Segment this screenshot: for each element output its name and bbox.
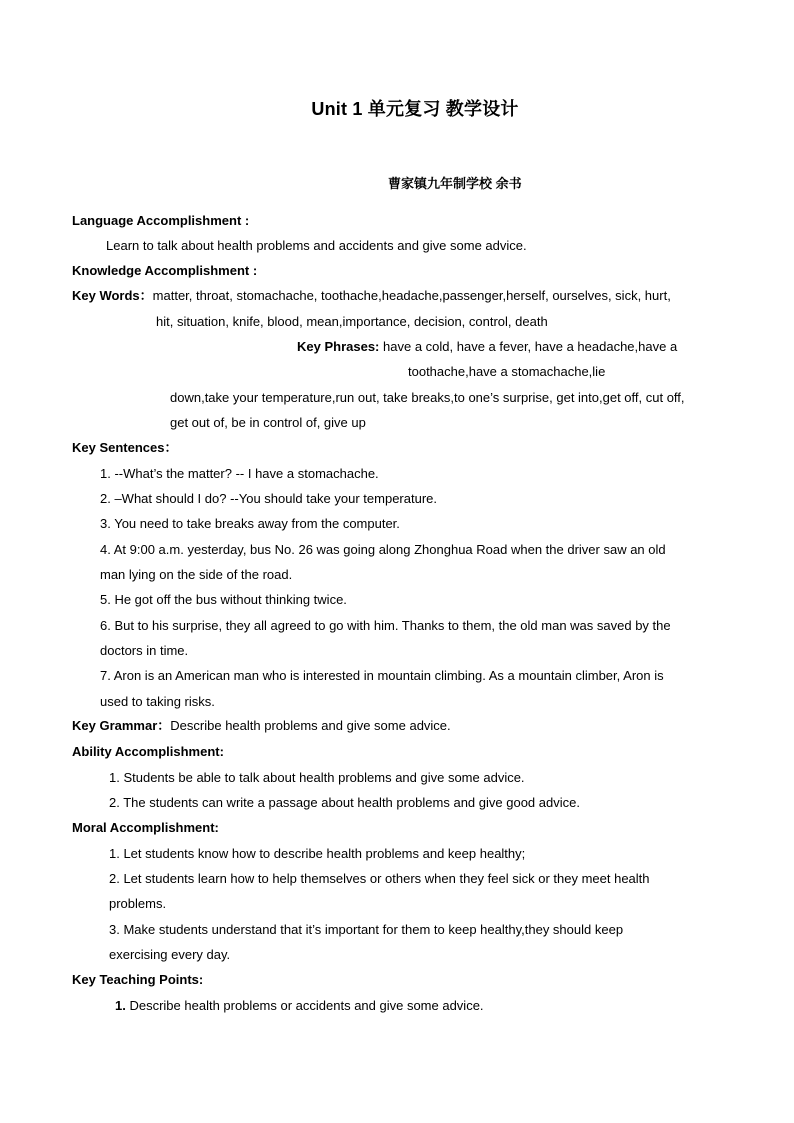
key-grammar-text: Describe health problems and give some advice. [170,718,451,733]
moral-item-3-continuation: exercising every day. [109,947,231,962]
ability-item-2: 2. The students can write a passage about health problems and give good advice. [109,795,580,810]
key-words-continuation: hit, situation, knife, blood, mean,importance, decision, control, death [156,314,548,329]
key-sentence-6-continuation: doctors in time. [100,643,189,658]
language-accomplishment-text: Learn to talk about health problems and accidents and give some advice. [106,238,527,253]
key-sentence-7: 7. Aron is an American man who is interested in mountain climbing. As a mountain climber, Aron is [100,668,664,683]
key-phrases-label: Key Phrases: [297,339,380,354]
key-sentence-4-continuation: man lying on the side of the road. [100,567,293,582]
knowledge-accomplishment-heading: Knowledge Accomplishment : [72,263,258,278]
teaching-point-1 [115,998,484,1014]
key-sentence-4: 4. At 9:00 a.m. yesterday, bus No. 26 was going along Zhonghua Road when the driver saw an old [100,542,666,557]
author-line: 曹家镇九年制学校 余书 [388,176,522,191]
teaching-point-text: Describe health problems or accidents and give some advice. [129,998,484,1013]
key-sentence-2: 2. –What should I do? --You should take your temperature. [100,491,437,506]
document-title: Unit 1 单元复习 教学设计 [311,99,519,119]
key-sentence-7-continuation: used to taking risks. [100,694,215,709]
key-phrases-continuation-2: down,take your temperature,run out, take breaks,to one’s surprise, get into,get off, cut off, [170,390,685,405]
key-words-text: matter, throat, stomachache, toothache,headache,passenger,herself, ourselves, sick, hurt, [152,288,671,303]
moral-item-1: 1. Let students know how to describe health problems and keep healthy; [109,846,526,861]
teaching-point-number: 1. [115,998,126,1013]
key-phrases-text: have a cold, have a fever, have a headache,have a [383,339,678,354]
key-words-label: Key Words： [72,288,153,303]
moral-accomplishment-heading: Moral Accomplishment: [72,820,219,835]
key-phrases-continuation-3: get out of, be in control of, give up [170,415,366,430]
key-phrases-line [297,339,677,355]
key-phrases-continuation-1: toothache,have a stomachache,lie [408,364,606,379]
key-teaching-points-heading: Key Teaching Points: [72,972,204,987]
key-sentence-1: 1. --What’s the matter? -- I have a stomachache. [100,466,379,481]
key-grammar-line [72,718,451,734]
ability-accomplishment-heading: Ability Accomplishment: [72,744,224,759]
key-words-line [72,288,671,304]
key-sentence-6: 6. But to his surprise, they all agreed to go with him. Thanks to them, the old man was saved by the [100,618,671,633]
key-sentence-5: 5. He got off the bus without thinking twice. [100,592,347,607]
moral-item-2-continuation: problems. [109,896,167,911]
key-grammar-label: Key Grammar： [72,718,171,733]
moral-item-3: 3. Make students understand that it’s important for them to keep healthy,they should keep [109,922,624,937]
moral-item-2: 2. Let students learn how to help themselves or others when they feel sick or they meet health [109,871,650,886]
key-sentence-3: 3. You need to take breaks away from the computer. [100,516,400,531]
key-sentences-heading: Key Sentences： [72,440,178,455]
language-accomplishment-heading: Language Accomplishment : [72,213,250,228]
ability-item-1: 1. Students be able to talk about health problems and give some advice. [109,770,525,785]
